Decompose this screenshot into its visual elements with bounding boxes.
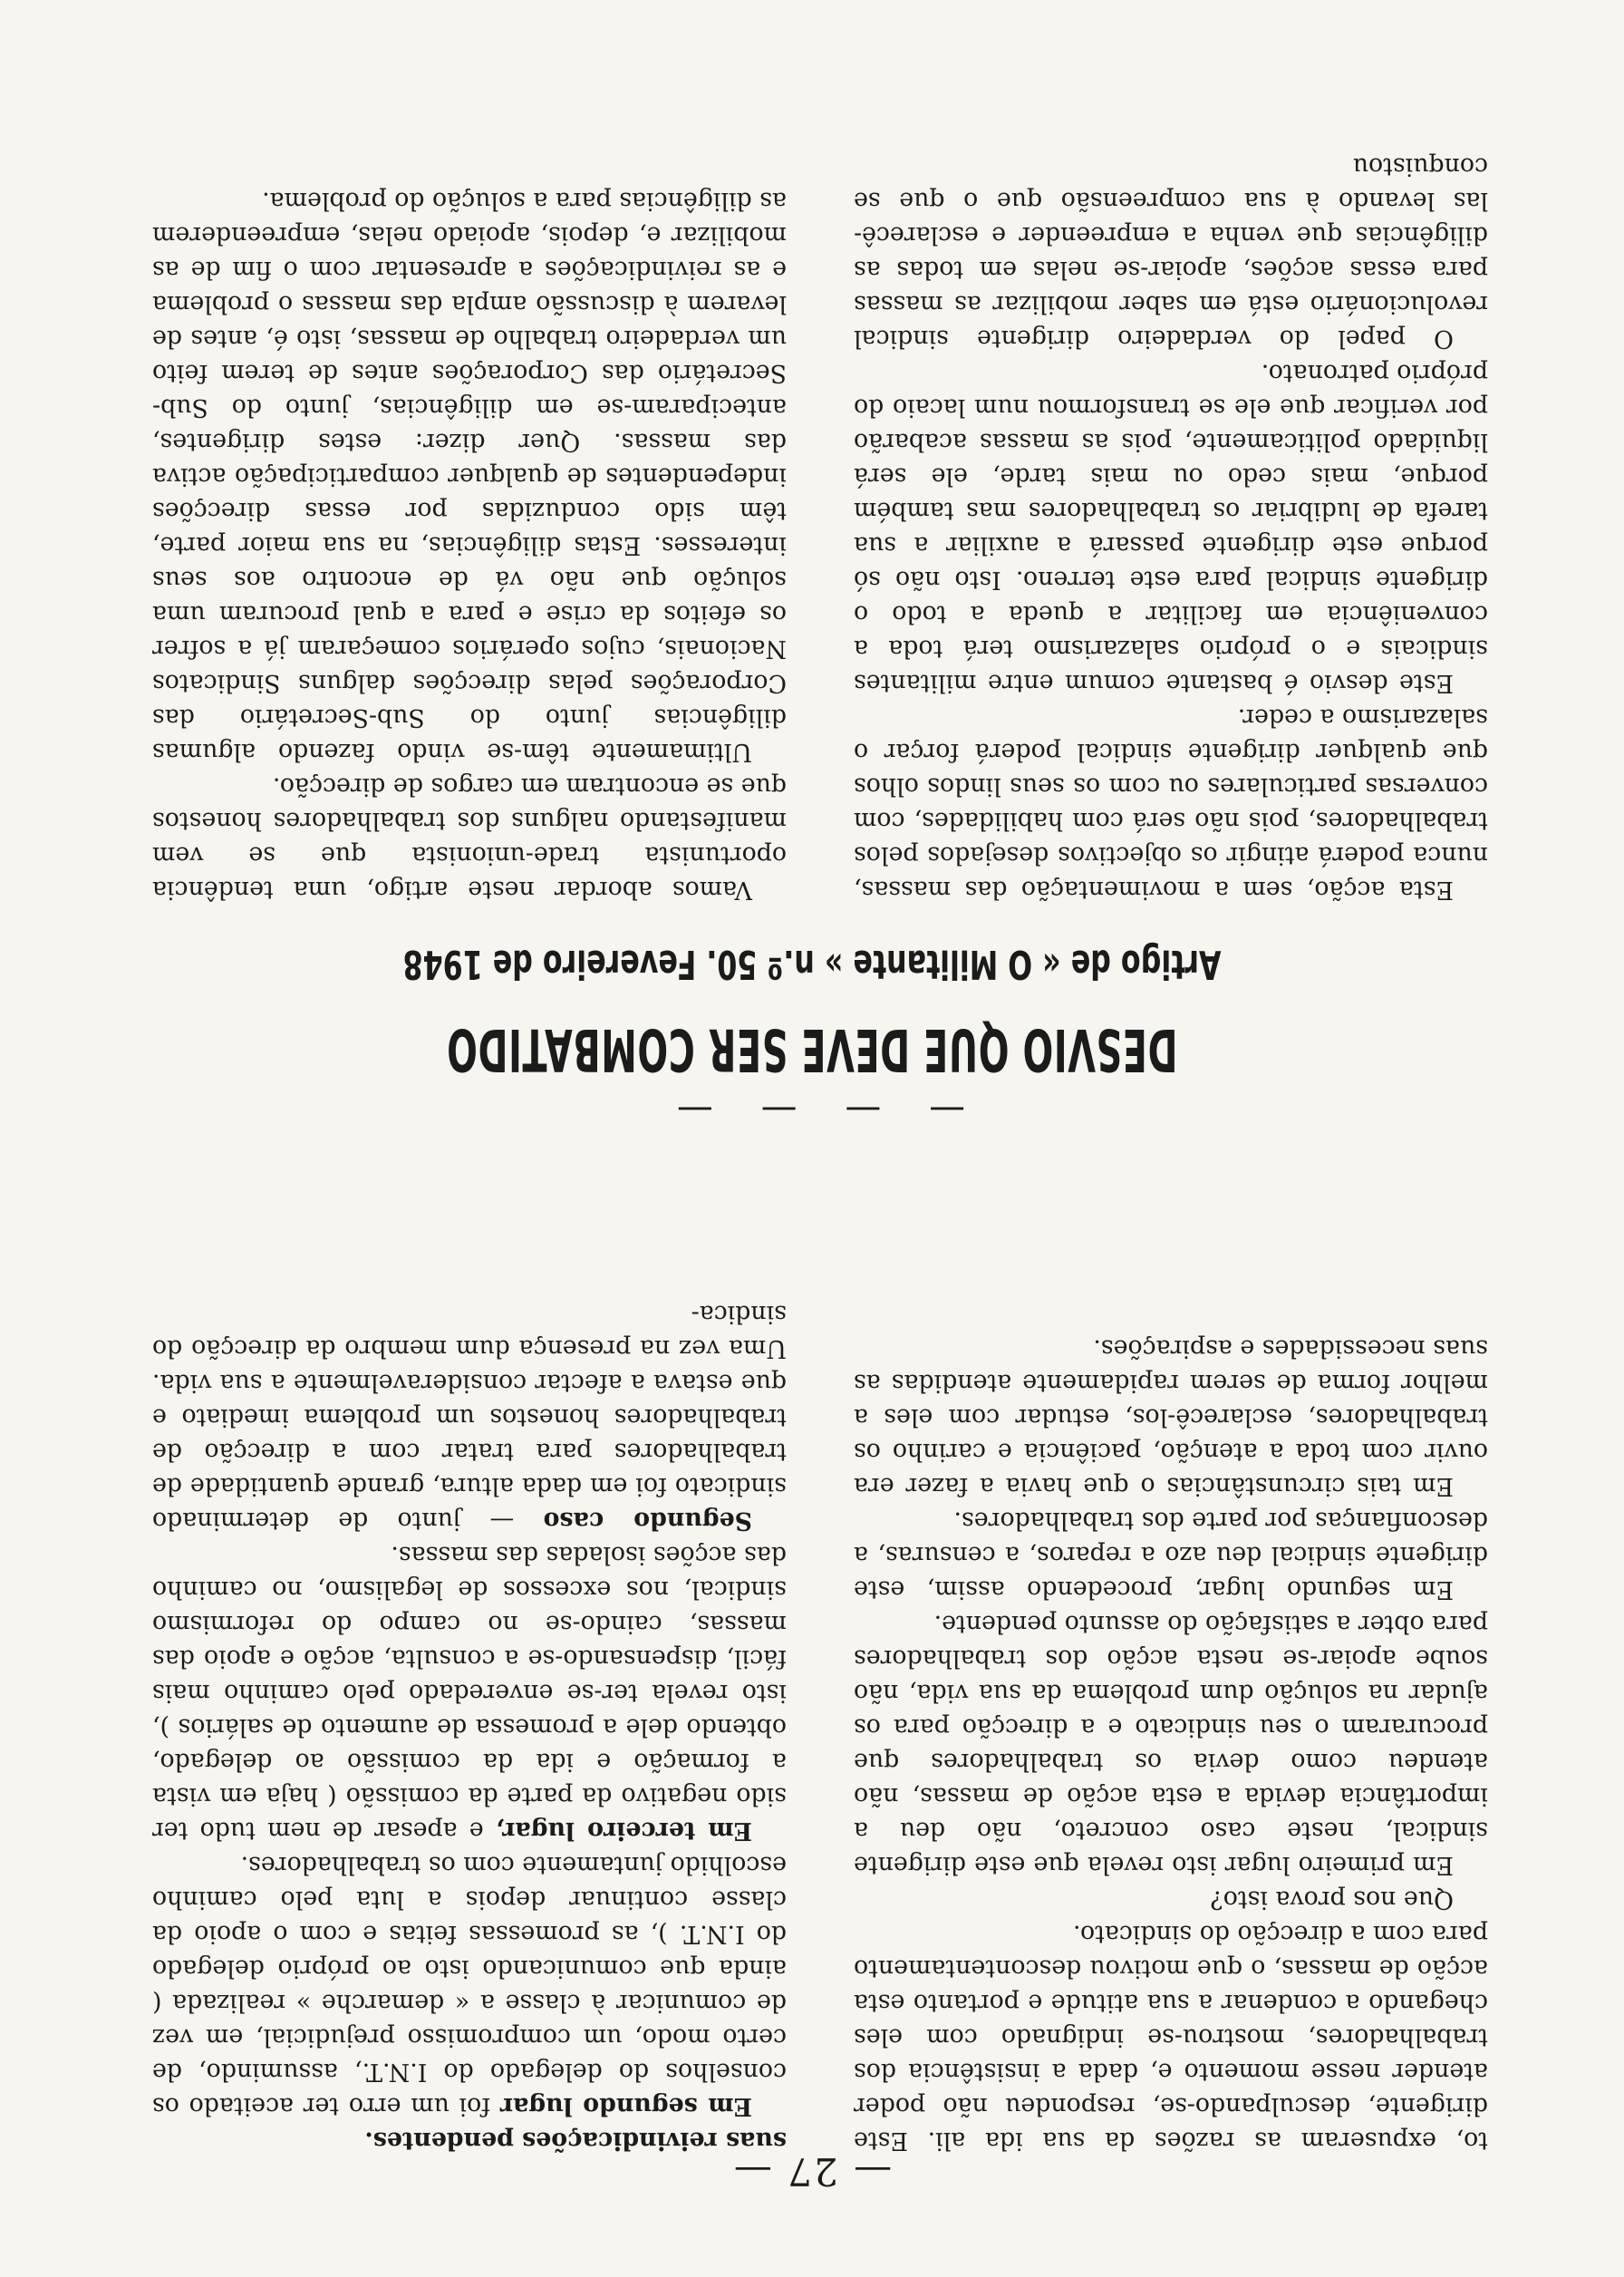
- paragraph: [152, 1847, 787, 2123]
- paragraph: Em tais circunstâncias o que havia a fazer era ouvir com toda a atenção, paciência e carinho os trabalhadores, esclarecê-los, estudar com eles a melhor forma de serem rapidamente atendidas as suas necessidades e aspirações.: [854, 1334, 1488, 1500]
- paragraph: [152, 2123, 787, 2157]
- paragraph: O papel do verdadeiro dirigente sindical revolucionário está em saber mobilizar as massas para essas acções, apoiar-se nelas em todas as diligências que venha a empreender e esclarecê-las levando à sua compreensão que o que se conquistou: [854, 152, 1488, 353]
- paragraph-text: e apesar de nem tudo ter sido negativo da parte da comissão ( haja em vista a formação e ida da comissão ao delegado, obtendo dele a promessa de aumento de salários ), isto revela ter-se enveredado pelo caminho mais fácil, dispensando-se a consulta, acção e apoio das massas, caindo-se no campo do reformismo sindical, nos excessos de legalismo, no caminho das acções isoladas das massas.: [152, 1541, 787, 1845]
- paragraph-lead: Segundo caso: [543, 1507, 752, 1535]
- paragraph-lead: Em terceiro lugar,: [495, 1817, 752, 1845]
- article-title: DESVIO QUE DEVE SER COMBATIDO: [446, 1015, 1178, 1082]
- paragraph: Esta acção, sem a movimentação das massas, nunca poderá atingir os objectivos desejados pelos trabalhadores, pois não será com habilidades, com conversas particulares ou com os seus lindos olhos que qualquer dirigente sindical poderá forçar o salazarismo a ceder.: [854, 703, 1488, 904]
- paragraph: Em segundo lugar, procedendo assim, este dirigente sindical deu azo a reparos, a censuras, a desconfianças por parte dos trabalhadores.: [854, 1507, 1488, 1604]
- paragraph: [152, 1296, 787, 1537]
- paragraph: to, expuseram as razões da sua ida ali. Este dirigente, desculpando-se, respondeu não poder atender nesse momento e, dada a insistência dos trabalhadores, mostrou-se indignado com eles chegando a condenar a sua atitude e portanto esta acção de massas, o que motivou descontentamento para com a direcção do sindicato.: [854, 1920, 1488, 2155]
- paragraph: [152, 1537, 787, 1847]
- paragraph: Vamos abordar neste artigo, uma tendência oportunista trade-unionista que se vem manifestando nalguns dos trabalhadores honestos que se encontram em cargos de direcção.: [152, 772, 787, 904]
- paragraph: Que nos prova isto?: [1210, 1885, 1454, 1914]
- bottom-left-column: [854, 149, 1488, 906]
- paragraph: Este desvio é bastante comum entre militantes sindicais e o próprio salazarismo terá toda a conveniência em facilitar a queda a todo o dirigente sindical para este terreno. Isto não só porque este dirigente passará a auxiliar a sua tarefa de ludibriar os trabalhadores mas também porque, mais cedo ou mais tarde, ele será liquidado politicamente, pois as massas acabarão por verificar que ele se transformou num lacaio do próprio patronato.: [854, 359, 1488, 697]
- paragraph-text: — junto de determinado sindicato foi em dada altura, grande quantidade de trabalhadores para tratar com a direcção de trabalhadores honestos um problema imediato e que estava a afectar consideravelmente a sua vida. Uma vez na presença dum membro da direcção do sindica-: [152, 1300, 787, 1535]
- bottom-right-column: [152, 183, 787, 906]
- paragraph-lead: Em segundo lugar: [499, 2092, 752, 2120]
- paragraph-text: suas reivindicações pendentes.: [364, 2127, 787, 2155]
- section-separator: — — — —: [658, 1090, 966, 1131]
- paragraph-text: foi um erro ter aceitado os conselhos do delegado do I.N.T., assumindo, de certo modo, um compromisso prejudicial, em vez de comunicar à classe a « demarche » realizada ( ainda que comunicando isto ao próprio delegado do I.N.T. ), as promessas feitas e com o apoio da classe continuar depois a luta pelo caminho escolhido juntamente com os trabalhadores.: [152, 1851, 787, 2120]
- page-number: — 27 —: [731, 2149, 893, 2194]
- paragraph: Em primeiro lugar isto revela que este dirigente sindical, neste caso concreto, não deu a importância devida a esta acção de massas, não atendeu como devia os trabalhadores que procuraram o seu sindicato e a direcção para os ajudar na solução dum problema da sua vida, não soube apoiar-se nesta acção dos trabalhadores para obter a satisfação do assunto pendente.: [854, 1610, 1488, 1879]
- article-subtitle: Artigo de « O Militante » n.º 50. Fevereiro de 1948: [402, 941, 1222, 987]
- top-right-column: [152, 1296, 787, 2157]
- paragraph: Ultimamente têm-se vindo fazendo algumas diligências junto do Sub-Secretário das Corporações pelas direcções dalguns Sindicatos Nacionais, cujos operários começaram já a sofrer os efeitos da crise e para a qual procuram uma solução que não vá de encontro aos seus interesses. Estas diligências, na sua maior parte, têm sido conduzidas por essas direcções independentes de qualquer comparticipação activa das massas. Quer dizer: estes dirigentes, anteciparam-se em diligências, junto do Sub-Secretário das Corporações antes de terem feito um verdadeiro trabalho de massas, isto é, antes de levarem à discussão ampla das massas o problema e as reivindicações a apresentar com o fim de as mobilizar e, depois, apoiado nelas, empreenderem as diligências para a solução do problema.: [152, 187, 787, 766]
- top-left-column: [854, 1331, 1488, 2157]
